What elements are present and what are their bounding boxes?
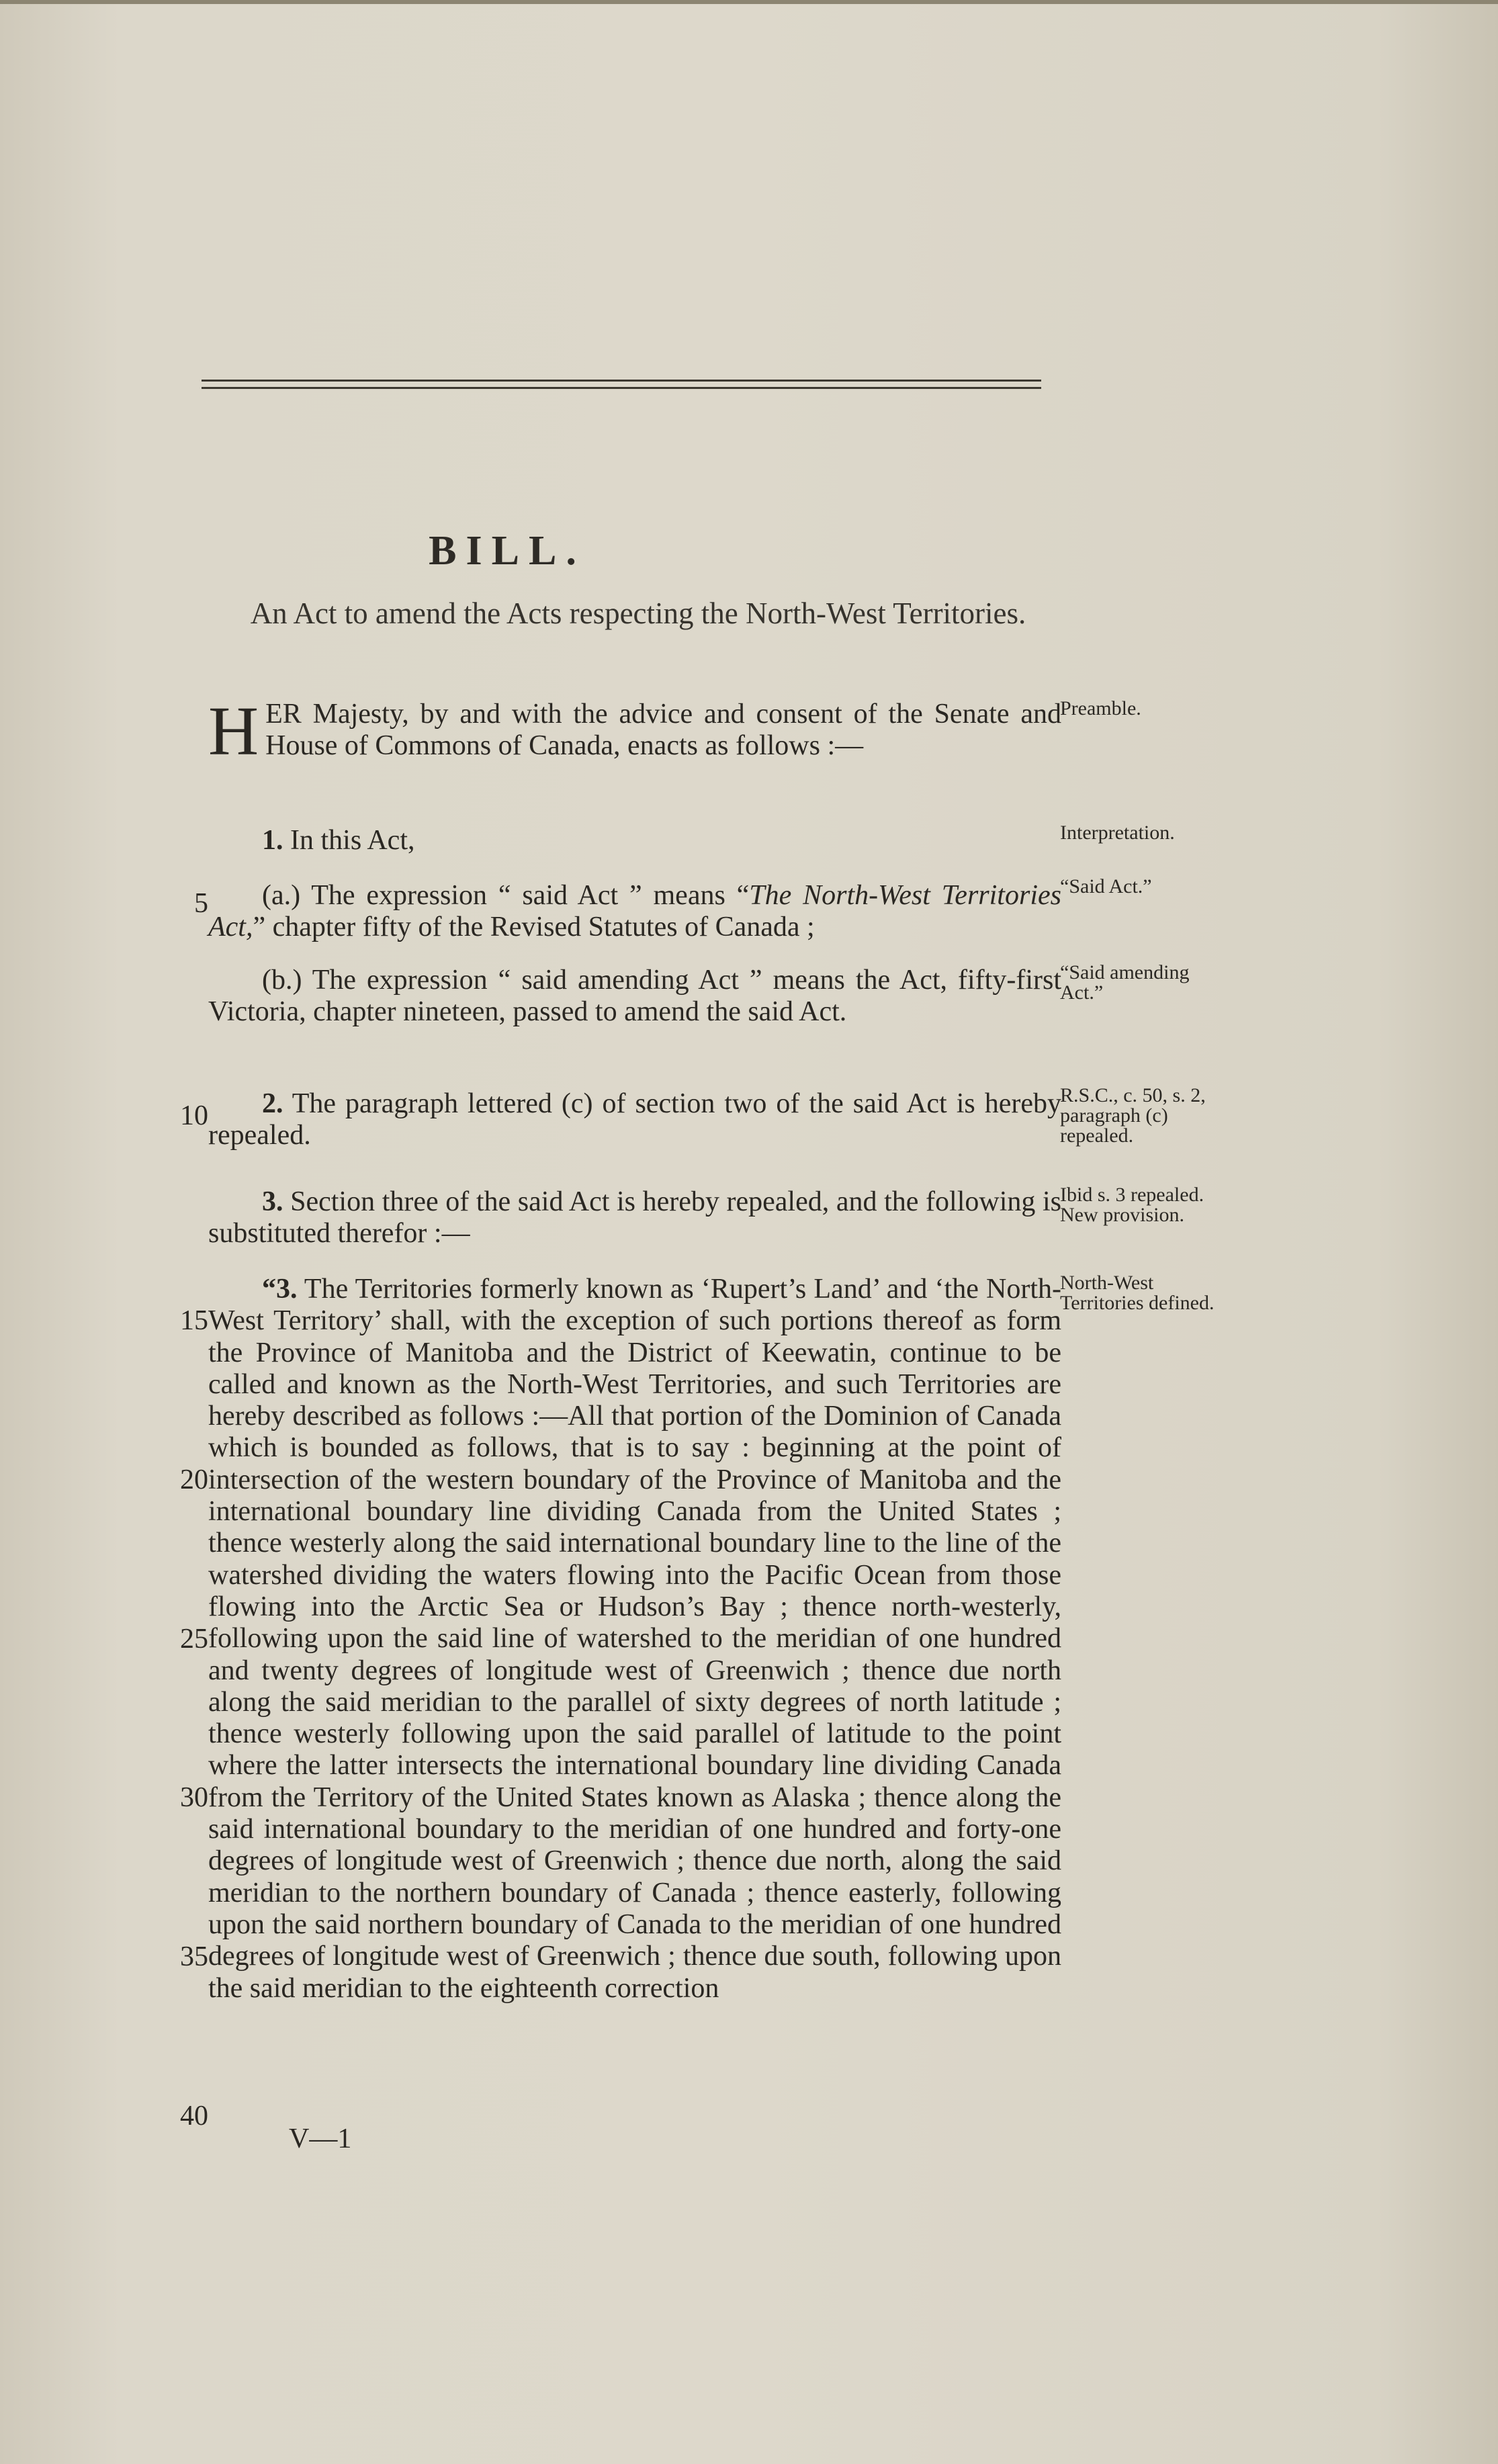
margin-note-said-amending: “Said amending Act.” [1060,961,1190,1004]
clause-text: The expression “ said amending Act ” means the Act, fifty-first Victoria, chapter nineteen, passed to amend the said Act. [208,965,1061,1027]
new-section-3 [208,1274,1061,2005]
line-number: 20 [180,1464,208,1495]
clause-italic: The North-West Territories Act, [208,880,1061,942]
preamble [208,693,1061,770]
line-number: 10 [180,1100,208,1131]
section-3 [208,1186,1061,1249]
margin-note-preamble: Preamble. [1060,697,1141,719]
line-number: 5 [194,888,208,919]
header-rule [202,380,1041,382]
section-text: The Territories formerly known as ‘Rupert’s Land’ and ‘the North-West Territory’ shall, with the exception of such portions thereof as form the Province of Manitoba and the District of Keewatin, continue to be called and known as the North-West Territories, and such Territories are hereby described as follows :—All that portion of the Dominion of Canada which is bounded as follows, that is to say : beginning at the point of intersection of the western boundary of the Province of Manitoba and the international boundary line dividing Canada from the United States ; thence westerly along the said international boundary line to the line of the watershed dividing the waters flowing into the Pacific Ocean from those flowing into the Arctic Sea or Hudson’s Bay ; thence north-westerly, following upon the said line of watershed to the meridian of one hundred and twenty degrees of longitude west of Greenwich ; thence due north along the said meridian to the parallel of sixty degrees of north latitude ; thence westerly following upon the said parallel of latitude to the point where the latter intersects the international boundary line dividing Canada from the Territory of the United States known as Alaska ; thence along the said international boundary to the meridian of one hundred and forty-one degrees of longitude west of Greenwich ; thence due north, along the said meridian to the northern boundary of Canada ; thence easterly, following upon the said northern boundary of Canada to the meridian of one hundred degrees of longitude west of Greenwich ; thence due south, following upon the said meridian to the eighteenth correction [208,1274,1061,2004]
margin-note-rsc: R.S.C., c. 50, s. 2, paragraph (c) repealed. [1060,1084,1206,1147]
bill-title: BILL. [429,528,586,574]
preamble-text: ER Majesty, by and with the advice and consent of the Senate and House of Commons of Canada, enacts as follows :— [265,699,1061,761]
margin-note-said-act: “Said Act.” [1060,875,1152,897]
clause-text-end: ” chapter fifty of the Revised Statutes of Canada ; [253,912,815,942]
section-text: Section three of the said Act is hereby repealed, and the following is substituted therefor :— [208,1186,1061,1249]
line-number: 30 [180,1782,208,1813]
section-2 [208,1088,1061,1151]
section-text: The paragraph lettered (c) of section two of the said Act is hereby repealed. [208,1088,1061,1151]
margin-note-ibid: Ibid s. 3 repealed. New provision. [1060,1184,1204,1226]
line-number: 25 [180,1624,208,1655]
line-number: 40 [180,2101,208,2131]
page-top-edge [0,0,1498,4]
line-number: 15 [180,1305,208,1336]
section-1b [208,965,1061,1028]
clause-text: The expression “ said Act ” means “ [311,880,750,911]
section-number: 3. [262,1186,283,1217]
clause-label: (b.) [262,965,302,996]
section-1a [208,880,1061,943]
section-1 [208,825,1061,856]
section-number: 2. [262,1088,283,1119]
margin-note-interpretation: Interpretation. [1060,822,1175,844]
clause-label: (a.) [262,880,301,911]
line-number: 35 [180,1941,208,1972]
signature-mark: V—1 [289,2123,352,2154]
drop-cap: H [208,693,259,770]
margin-note-nw: North-West Territories defined. [1060,1272,1215,1314]
header-rule-double [202,387,1041,389]
section-number: 1. [262,825,283,856]
section-number: “3. [262,1274,298,1305]
bill-subtitle: An Act to amend the Acts respecting the North-West Territories. [250,597,1026,630]
section-text: In this Act, [290,825,415,856]
